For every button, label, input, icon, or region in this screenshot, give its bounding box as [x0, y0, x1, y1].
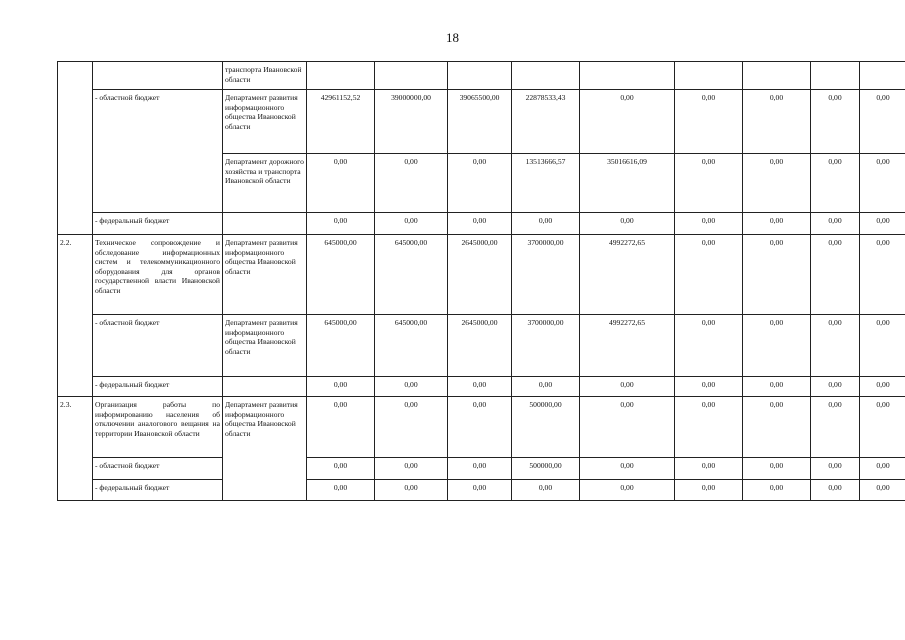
cell-no: [58, 62, 93, 235]
cell-dept: транспорта Ивановской области: [223, 62, 307, 90]
cell-value: 0,00: [811, 154, 860, 213]
cell-value: 0,00: [743, 480, 811, 501]
cell-value: 0,00: [860, 480, 905, 501]
table-row: [58, 458, 905, 480]
cell-name: - областной бюджет: [93, 315, 223, 377]
cell-value: 0,00: [743, 458, 811, 480]
cell-dept: Департамент развития информационного общества Ивановской области: [223, 235, 307, 315]
cell-value: 0,00: [580, 397, 675, 458]
cell-value: 0,00: [307, 480, 375, 501]
cell-value: 0,00: [811, 397, 860, 458]
cell-value: [307, 62, 375, 90]
cell-dept: Департамент развития информационного общества Ивановской области: [223, 397, 307, 458]
cell-dept: [223, 213, 307, 235]
cell-value: 0,00: [375, 397, 448, 458]
cell-name: Техническое сопровождение и обследование информационных систем и телекоммуникационного оборудования для органов государственной власти Ивановской области: [93, 235, 223, 315]
cell-value: 0,00: [448, 377, 512, 397]
cell-no: 2.2.: [58, 235, 93, 397]
cell-value: 42961152,52: [307, 90, 375, 154]
cell-value: 0,00: [512, 480, 580, 501]
table-row: [58, 213, 905, 235]
cell-value: 0,00: [307, 154, 375, 213]
cell-value: 0,00: [860, 213, 905, 235]
cell-dept: Департамент развития информационного общества Ивановской области: [223, 315, 307, 377]
cell-name: - федеральный бюджет: [93, 213, 223, 235]
cell-value: [512, 62, 580, 90]
cell-value: 39000000,00: [375, 90, 448, 154]
table-row: [58, 397, 905, 458]
cell-dept: [223, 458, 307, 501]
cell-name: - федеральный бюджет: [93, 377, 223, 397]
cell-name: [93, 62, 223, 90]
cell-value: [860, 62, 905, 90]
cell-value: 0,00: [307, 397, 375, 458]
cell-value: 0,00: [375, 213, 448, 235]
cell-value: 0,00: [448, 154, 512, 213]
table-row: [58, 62, 905, 90]
cell-value: 0,00: [860, 90, 905, 154]
cell-value: 0,00: [743, 235, 811, 315]
cell-value: 0,00: [375, 377, 448, 397]
cell-value: 4992272,65: [580, 235, 675, 315]
cell-value: 0,00: [307, 213, 375, 235]
cell-name: - областной бюджет: [93, 458, 223, 480]
cell-value: 0,00: [860, 315, 905, 377]
cell-value: 645000,00: [375, 315, 448, 377]
cell-value: 0,00: [675, 397, 743, 458]
cell-value: 500000,00: [512, 458, 580, 480]
cell-value: 0,00: [811, 90, 860, 154]
cell-dept: [223, 377, 307, 397]
cell-value: 500000,00: [512, 397, 580, 458]
cell-value: 0,00: [512, 377, 580, 397]
cell-value: 2645000,00: [448, 315, 512, 377]
cell-value: 645000,00: [375, 235, 448, 315]
table-row: [58, 315, 905, 377]
cell-value: 0,00: [375, 154, 448, 213]
cell-value: 0,00: [860, 458, 905, 480]
page-number: 18: [446, 30, 459, 45]
cell-value: 0,00: [580, 90, 675, 154]
cell-value: [448, 62, 512, 90]
cell-value: 0,00: [375, 458, 448, 480]
cell-value: 0,00: [448, 213, 512, 235]
cell-value: 3700000,00: [512, 235, 580, 315]
cell-value: 0,00: [811, 480, 860, 501]
cell-value: 0,00: [811, 315, 860, 377]
cell-value: 0,00: [580, 213, 675, 235]
cell-dept: Департамент дорожного хозяйства и транспорта Ивановской области: [223, 154, 307, 213]
cell-value: 35016616,09: [580, 154, 675, 213]
cell-value: 0,00: [811, 235, 860, 315]
cell-value: 0,00: [811, 377, 860, 397]
cell-value: 22878533,43: [512, 90, 580, 154]
cell-value: 0,00: [675, 480, 743, 501]
table-row: [58, 90, 905, 154]
cell-value: 2645000,00: [448, 235, 512, 315]
cell-value: 0,00: [675, 377, 743, 397]
cell-value: 0,00: [860, 397, 905, 458]
cell-value: 0,00: [448, 480, 512, 501]
cell-value: 0,00: [448, 397, 512, 458]
cell-value: 0,00: [675, 315, 743, 377]
cell-dept: Департамент развития информационного общества Ивановской области: [223, 90, 307, 154]
cell-value: 0,00: [743, 315, 811, 377]
cell-value: 0,00: [580, 458, 675, 480]
cell-value: 0,00: [743, 377, 811, 397]
cell-value: 39065500,00: [448, 90, 512, 154]
cell-value: 0,00: [811, 213, 860, 235]
cell-value: [743, 62, 811, 90]
cell-value: 0,00: [743, 397, 811, 458]
cell-value: 645000,00: [307, 235, 375, 315]
cell-value: 4992272,65: [580, 315, 675, 377]
cell-value: 0,00: [675, 458, 743, 480]
cell-value: [375, 62, 448, 90]
cell-value: 0,00: [860, 235, 905, 315]
table-row: [58, 235, 905, 315]
cell-value: 0,00: [743, 90, 811, 154]
cell-name: Организация работы по информированию населения об отключении аналогового вещания на территории Ивановской области: [93, 397, 223, 458]
cell-value: 0,00: [375, 480, 448, 501]
cell-value: 0,00: [512, 213, 580, 235]
cell-value: 0,00: [860, 154, 905, 213]
cell-value: [580, 62, 675, 90]
cell-value: 0,00: [860, 377, 905, 397]
table-row: [58, 480, 905, 501]
cell-value: 0,00: [675, 213, 743, 235]
cell-name: - областной бюджет: [93, 90, 223, 213]
cell-value: 0,00: [811, 458, 860, 480]
cell-value: 0,00: [580, 377, 675, 397]
cell-value: 0,00: [675, 90, 743, 154]
budget-table: [57, 61, 905, 501]
cell-value: 0,00: [448, 458, 512, 480]
cell-value: 0,00: [675, 235, 743, 315]
table-row: [58, 377, 905, 397]
cell-value: 0,00: [307, 377, 375, 397]
cell-value: 13513666,57: [512, 154, 580, 213]
cell-value: 0,00: [580, 480, 675, 501]
cell-name: - федеральный бюджет: [93, 480, 223, 501]
cell-value: 3700000,00: [512, 315, 580, 377]
cell-value: 645000,00: [307, 315, 375, 377]
cell-no: 2.3.: [58, 397, 93, 501]
cell-value: 0,00: [743, 154, 811, 213]
cell-value: 0,00: [675, 154, 743, 213]
cell-value: 0,00: [743, 213, 811, 235]
cell-value: 0,00: [307, 458, 375, 480]
cell-value: [811, 62, 860, 90]
cell-value: [675, 62, 743, 90]
